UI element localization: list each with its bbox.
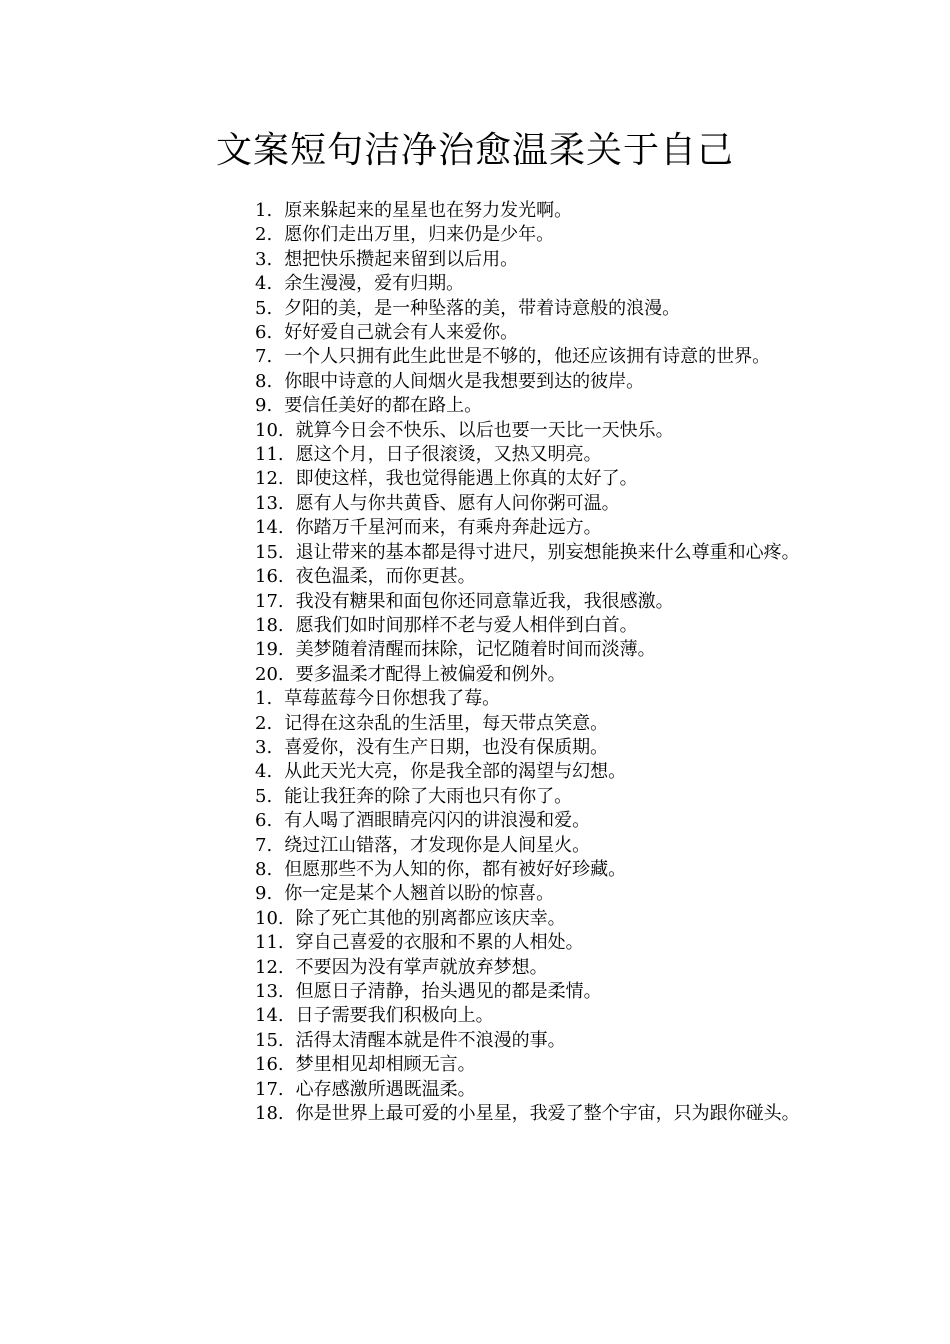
list-item-number: 16.: [255, 1054, 284, 1076]
list-item-number: 16.: [255, 566, 284, 588]
list-item-number: 9.: [255, 395, 273, 417]
list-item-number: 6.: [255, 322, 273, 344]
list-item: [145, 980, 810, 1004]
list-item-number: 11.: [255, 932, 284, 954]
list-item-text: 就算今日会不快乐、以后也要一天比一天快乐。: [295, 419, 674, 441]
list-item-text: 你踏万千星河而来，有乘舟奔赴远方。: [295, 517, 602, 539]
list-item: [145, 394, 810, 418]
list-item-text: 日子需要我们积极向上。: [295, 1005, 494, 1027]
list-item-text: 愿有人与你共黄昏、愿有人问你粥可温。: [295, 492, 620, 514]
document-title: 文案短句洁净治愈温柔关于自己: [215, 130, 734, 171]
list-item-number: 3.: [255, 248, 273, 270]
list-item-text: 穿自己喜爱的衣服和不累的人相处。: [295, 932, 584, 954]
list-item: [145, 467, 810, 491]
list-item: [145, 297, 810, 321]
list-item-text: 除了死亡其他的别离都应该庆幸。: [295, 907, 566, 929]
list-item: [145, 321, 810, 345]
list-item-number: 11.: [255, 444, 284, 466]
list-item-text: 草莓蓝莓今日你想我了莓。: [284, 688, 501, 710]
list-item: [145, 1078, 810, 1102]
list-item: [145, 565, 810, 589]
list-item: [145, 882, 810, 906]
list-item-text: 原来躲起来的星星也在努力发光啊。: [284, 200, 573, 221]
list-item-text: 余生漫漫，爱有归期。: [284, 273, 465, 295]
list-item-text: 愿我们如时间那样不老与爱人相伴到白首。: [295, 614, 638, 636]
list-item-number: 5.: [255, 785, 273, 807]
list-item-text: 记得在这杂乱的生活里，每天带点笑意。: [284, 712, 609, 734]
list-item: [145, 223, 810, 247]
list-item-number: 17.: [255, 590, 284, 612]
list-item-text: 夜色温柔，而你更甚。: [295, 566, 476, 588]
list-item: [145, 760, 810, 784]
list-item: [145, 736, 810, 760]
list-item-text: 愿你们走出万里，归来仍是少年。: [284, 224, 555, 246]
list-item: [145, 809, 810, 833]
list-item: [145, 834, 810, 858]
list-item: [145, 614, 810, 638]
list-item-text: 你一定是某个人翘首以盼的惊喜。: [284, 883, 555, 905]
list-item-number: 12.: [255, 956, 284, 978]
list-item-number: 10.: [255, 419, 284, 441]
list-item-number: 8.: [255, 858, 273, 880]
list-item: [145, 248, 810, 272]
list-item: [145, 1053, 810, 1077]
list-item: [145, 199, 810, 223]
list-item: [145, 663, 810, 687]
list-item: [145, 516, 810, 540]
list-item-text: 愿这个月，日子很滚烫，又热又明亮。: [295, 444, 602, 466]
list-item: [145, 687, 810, 711]
list-item: [145, 1029, 810, 1053]
list-item-text: 心存感激所遇既温柔。: [295, 1078, 476, 1100]
list-item-text: 能让我狂奔的除了大雨也只有你了。: [284, 785, 573, 807]
list-item-text: 要多温柔才配得上被偏爱和例外。: [295, 663, 566, 685]
list-item-number: 17.: [255, 1078, 284, 1100]
list-item-text: 但愿那些不为人知的你，都有被好好珍藏。: [284, 858, 627, 880]
list-item-text: 好好爱自己就会有人来爱你。: [284, 322, 519, 344]
list-item-text: 但愿日子清静，抬头遇见的都是柔情。: [295, 981, 602, 1002]
list-item: [145, 712, 810, 736]
list-item: [145, 931, 810, 955]
list-item-number: 1.: [255, 688, 273, 710]
list-item-text: 要信任美好的都在路上。: [284, 395, 483, 417]
list-item-number: 10.: [255, 907, 284, 929]
list-item-number: 4.: [255, 273, 273, 295]
list-item-number: 12.: [255, 468, 284, 490]
list-item: [145, 345, 810, 369]
list-item-text: 一个人只拥有此生此世是不够的，他还应该拥有诗意的世界。: [284, 346, 771, 368]
list-item-number: 7.: [255, 346, 273, 368]
list-item-text: 我没有糖果和面包你还同意靠近我，我很感激。: [295, 590, 674, 612]
list-item: [145, 492, 810, 516]
list-item: [145, 370, 810, 394]
list-item-text: 梦里相见却相顾无言。: [295, 1054, 476, 1076]
list-item: [145, 956, 810, 980]
list-item-number: 18.: [255, 614, 284, 636]
list-item: [145, 541, 810, 565]
list-item: [145, 443, 810, 467]
list-item: [145, 272, 810, 296]
list-item-text: 不要因为没有掌声就放弃梦想。: [295, 956, 548, 978]
list-item-text: 即使这样，我也觉得能遇上你真的太好了。: [295, 468, 638, 490]
list-item-number: 15.: [255, 541, 284, 563]
list-item-number: 3.: [255, 736, 273, 758]
list-item: [145, 1004, 810, 1028]
list-item-text: 喜爱你，没有生产日期，也没有保质期。: [284, 736, 609, 758]
list-item: [145, 419, 810, 443]
list-item-number: 14.: [255, 1005, 284, 1027]
list-item-number: 4.: [255, 761, 273, 783]
list-item-number: 13.: [255, 981, 284, 1002]
list-item-number: 19.: [255, 639, 284, 661]
list-item: [145, 907, 810, 931]
list-item: [145, 858, 810, 882]
list-item: [145, 785, 810, 809]
list-item-text: 你是世界上最可爱的小星星，我爱了整个宇宙，只为跟你碰头。: [295, 1103, 800, 1125]
list-item-text: 想把快乐攒起来留到以后用。: [284, 248, 519, 270]
list-item-number: 13.: [255, 492, 284, 514]
list-item-text: 从此天光大亮，你是我全部的渴望与幻想。: [284, 761, 627, 783]
list-item: [145, 1102, 810, 1126]
list-item-text: 退让带来的基本都是得寸进尺，别妄想能换来什么尊重和心疼。: [295, 541, 800, 563]
list-item-number: 15.: [255, 1029, 284, 1051]
list-item-text: 你眼中诗意的人间烟火是我想要到达的彼岸。: [284, 370, 645, 392]
list-item-number: 20.: [255, 663, 284, 685]
list-item-number: 2.: [255, 224, 273, 246]
list-item: [145, 590, 810, 614]
list-item-text: 绕过江山错落，才发现你是人间星火。: [284, 834, 591, 856]
list-item-number: 18.: [255, 1103, 284, 1125]
quote-list: [145, 199, 810, 1126]
list-item-text: 美梦随着清醒而抹除，记忆随着时间而淡薄。: [295, 639, 656, 661]
list-item-text: 有人喝了酒眼睛亮闪闪的讲浪漫和爱。: [284, 810, 591, 832]
list-item-text: 活得太清醒本就是件不浪漫的事。: [295, 1029, 566, 1051]
list-item-number: 2.: [255, 712, 273, 734]
list-item-number: 14.: [255, 517, 284, 539]
list-item-number: 9.: [255, 883, 273, 905]
list-item-number: 1.: [255, 200, 273, 221]
list-item-number: 6.: [255, 810, 273, 832]
list-item-number: 5.: [255, 297, 273, 319]
list-item-number: 7.: [255, 834, 273, 856]
list-item-text: 夕阳的美，是一种坠落的美，带着诗意般的浪漫。: [284, 297, 681, 319]
list-item: [145, 638, 810, 662]
list-item-number: 8.: [255, 370, 273, 392]
